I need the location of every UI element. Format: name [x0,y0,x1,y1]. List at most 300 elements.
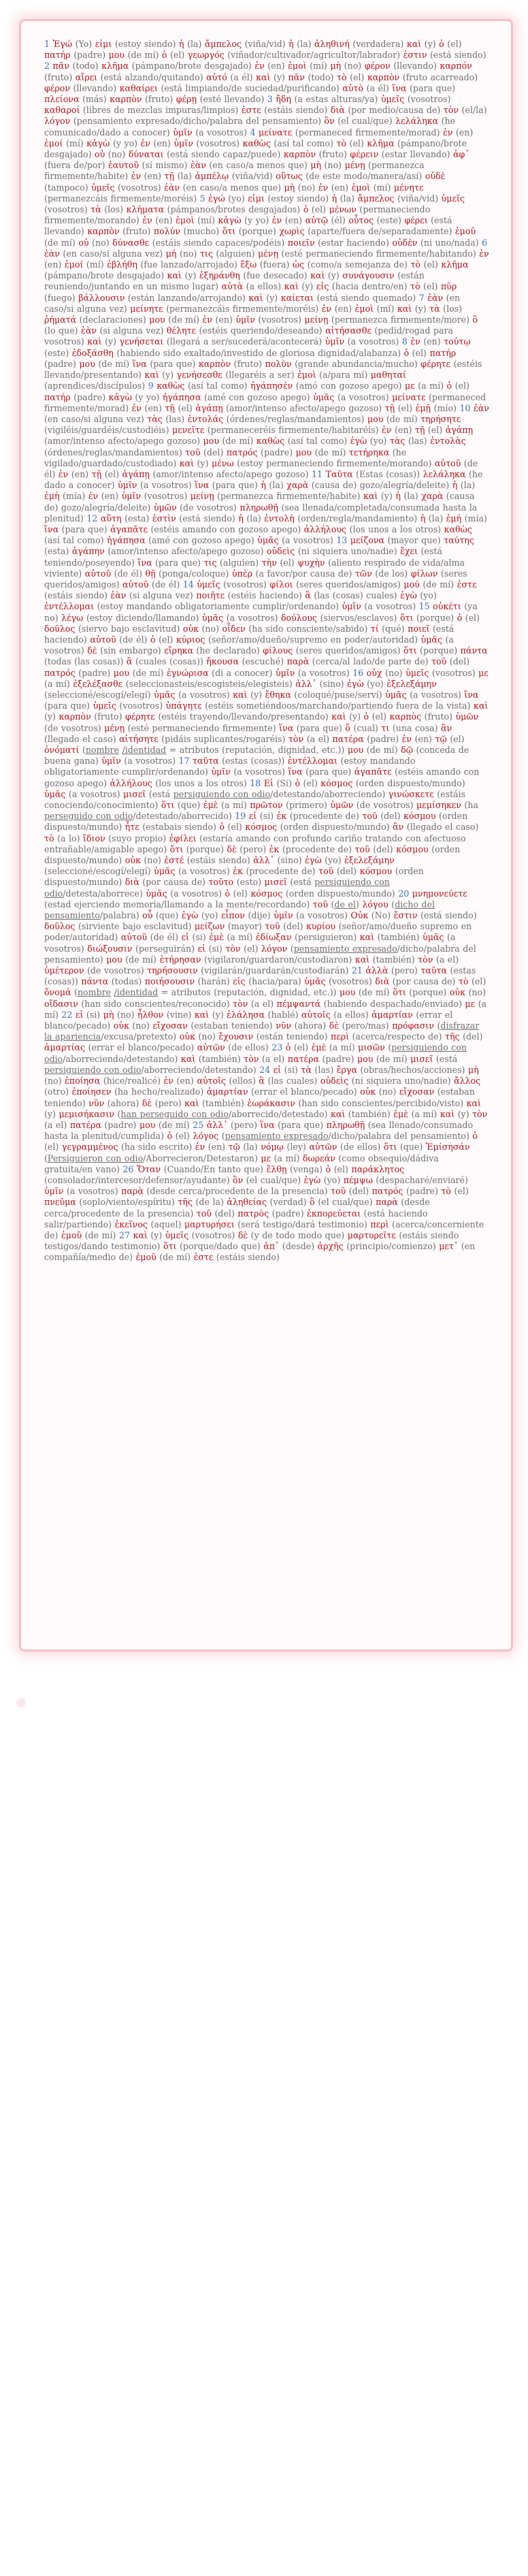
gloss-text: (en) [420,336,444,347]
gloss-text: (vosotros) [116,701,166,711]
greek-word: ὑμῖν [101,756,121,767]
gloss-text: (a el) [44,1119,70,1130]
greek-word: ἐὰν [190,160,206,171]
gloss-text: (hacia dentro/en) [329,281,411,292]
gloss-text: (no) [114,1009,137,1020]
greek-word: ὑμᾶς [385,689,407,700]
gloss-text: (a vosotros) [63,1186,122,1197]
gloss-text: (en) [152,215,176,226]
greek-word: ὁ [161,50,167,61]
gloss-text: (procedente de) [242,866,319,877]
greek-word: ὑμᾶς [420,634,442,645]
gloss-text: (padre) [363,733,402,744]
gloss-text: (el) [450,1186,469,1197]
gloss-text: (ha [461,800,479,811]
gloss-text: (también) [369,954,418,965]
gloss-text: (siervo bajo esclavitud) [75,623,183,634]
greek-word: κλῆμα [101,61,129,71]
greek-word: ἐμοὶ [297,370,316,381]
gloss-text: (por medio/causa de) [344,105,444,116]
greek-word: καθὼς [242,138,271,148]
gloss-text: (el cual/que) [314,1197,376,1208]
greek-word: ἁμαρτίαν [206,1086,248,1097]
verse-number: 26 [122,1163,137,1174]
gloss-text: (viñador/cultivador/agricultor/labrador) [224,50,403,61]
greek-word: πᾶν [52,61,69,71]
gloss-text: (yo) [367,436,390,447]
gloss-text: (a vosotros) [223,612,281,623]
gloss-text: (para que) [293,722,346,733]
gloss-text: (ley) [283,1142,310,1153]
gloss-text: (vigiléis/guardéis/custodiéis) [44,425,173,436]
greek-word: δοῦλος [44,921,76,932]
gloss-text: (orden dispuesto/mundo) [44,811,468,833]
greek-word: καὶ [248,292,263,303]
gloss-text: (permanezca firmemente/habite) [214,491,364,502]
verse-number: 15 [418,601,433,612]
verse-number: 27 [118,1229,133,1240]
greek-word: δύνασθε [112,237,150,248]
greek-word: ἀρχῆς [317,1241,344,1252]
greek-word: αὐτοῦ [122,579,149,590]
gloss-text: (acerca/concerniente de) [44,1219,484,1240]
gloss-text: (todas) [108,976,145,987]
gloss-text: han perseguido con odio [120,1108,229,1119]
gloss-text: (estoy diciendo/llamando) [83,612,202,623]
greek-word: ἦτε [125,822,139,833]
greek-word: ἐν [131,171,142,182]
greek-word: κόσμου [359,866,393,877]
greek-word: εἰς [233,976,246,987]
gloss-text: (alguien) [216,557,262,568]
gloss-text: (desde cerca/procedente de la presencia) [143,1186,331,1197]
greek-word: οὐδεὶς [266,546,295,557]
gloss-text: (sirviente bajo esclavitud) [75,921,195,932]
greek-word: αὐτό [206,71,227,82]
greek-word: ἀληθινή [314,39,350,49]
gloss-text: (y) [209,1009,227,1020]
verse-number: 9 [148,381,157,391]
gloss-text: (el) [420,281,441,292]
greek-word: ἡ [420,513,426,524]
greek-word: μισεῖ [410,1053,433,1064]
gloss-text: (como obsequio/dádiva gratuita/en vano) [44,1153,439,1174]
greek-word: ὑμᾶς [304,976,326,987]
greek-word: ἀγάπῃ [122,468,150,479]
greek-word: καρπόν [440,61,472,71]
greek-word: φέρει [404,215,428,226]
gloss-text: (en caso/si alguna vez) [44,413,148,424]
gloss-text: (a vosotros) [65,788,124,799]
greek-word: βάλλουσιν [78,292,125,303]
greek-word: ἐντολὴ [264,513,295,524]
gloss-text: (ahora) [104,1097,142,1108]
gloss-text: (para que) [146,358,199,369]
gloss-text: (lo que) [44,325,82,336]
gloss-text: (del) [369,843,397,854]
greek-word: ἡ [238,513,244,524]
greek-word: φέρητε [125,711,155,722]
gloss-text: (amor/intenso afecto/apego gozoso) [149,468,312,479]
gloss-text: (así tal como) [284,436,350,447]
gloss-text: /Aborrecieron/Detestaron) [143,1153,261,1163]
gloss-text: (otro) [44,1086,72,1097]
greek-word: ἐγὼ [305,855,322,866]
greek-word: μένητε [393,182,424,193]
greek-word: τὸ [410,281,420,292]
greek-word: Ἐγώ [52,39,73,49]
greek-word: ἵνα [195,480,210,491]
gloss-text: (la) [400,491,422,502]
gloss-text: (el) [225,822,246,833]
greek-word: ἐκ [276,811,287,822]
greek-word: ὁ [457,612,463,623]
greek-word: ἀλλήλους [303,524,347,534]
greek-word: ἡ [179,39,184,49]
gloss-text: (como/a semejanza de) [304,259,411,270]
greek-word: τῇ [414,425,425,436]
greek-word: ὑμεῖς [93,701,116,711]
gloss-text: ( [218,1131,225,1142]
greek-word: ἐν [202,315,212,325]
greek-word: ὅτι [222,226,236,237]
gloss-text: (este) [44,347,72,358]
gloss-text: (a mí) [44,998,487,1020]
gloss-text: (el) [409,347,430,358]
gloss-text: (he comunicado/dado a conocer) [44,116,456,138]
greek-word: εἴχοσαν [152,1020,188,1031]
gloss-text: /dicho/palabra del pensamiento) [328,1131,473,1142]
gloss-text: (y) [44,1108,59,1119]
greek-word: ἐστε [193,1252,214,1263]
gloss-text: (el) [44,1142,62,1153]
greek-word: ὑμῖν [342,601,361,612]
gloss-text: (yo) [416,590,437,601]
gloss-text: (ha sido escrito) [118,1142,195,1153]
greek-word: ἐντέλλομαι [287,756,337,767]
greek-word: ὑμεῖς [380,94,405,105]
greek-word: τηρήσητε [420,413,461,424]
greek-word: πῦρ [440,281,457,292]
greek-word: πολὺν [265,358,292,369]
gloss-text: (he vigilado/guardado/custodiado) [44,447,407,468]
gloss-text: (yo) [198,910,221,921]
gloss-text: (que) [397,1142,426,1153]
verse-number: 8 [401,336,411,347]
greek-word: μείνῃ [304,315,329,325]
gloss-text: (estáis siendo) [44,590,111,601]
gloss-text: (estar llevando) [378,149,453,160]
greek-word: διὰ [125,877,139,888]
greek-word: ὑμῖν [174,138,193,148]
greek-word: ἐδοξάσθη [71,347,114,358]
greek-word: ἐγνώρισα [167,667,209,678]
greek-word: μαρτυρεῖτε [347,1229,396,1240]
gloss-text: (de mí) [95,358,133,369]
greek-word: ὁ [363,711,369,722]
gloss-text: (y) [44,711,59,722]
gloss-text: (y) [270,71,288,82]
greek-word: τῶν [354,568,372,579]
gloss-text: (el) [291,1042,312,1053]
greek-word: ὑμᾶς [201,612,224,623]
gloss-text: (las cuales) [264,1076,320,1086]
gloss-text: (si) [188,932,210,943]
greek-word: ὃν [233,1174,244,1185]
greek-word: ἐμοῦ [455,226,476,237]
gloss-text: (permanezcáis firmemente/moréis) [44,193,200,204]
gloss-text: (amé con gozoso apego) [145,535,258,546]
gloss-text: (a él) [227,71,257,82]
gloss-text: (si) [257,811,277,822]
verse-number: 25 [193,1119,207,1130]
gloss-text: (causa de) gozo/alegría/deleite) [44,491,475,513]
greek-word: ἀπ᾽ [263,1241,280,1252]
gloss-text: (estéis sometiéndoos/marchando/partiendo fuera de la vista) [201,701,474,711]
gloss-text: (el) [240,943,261,954]
gloss-text: (sin embargo) [97,645,165,656]
gloss-text: (los unos a los otros) [152,777,250,788]
greek-word: γινώσκετε [388,788,434,799]
gloss-text: (mí) [194,215,218,226]
greek-word: ἑαυτοῦ [108,160,139,171]
greek-word: με [404,381,415,391]
gloss-text: (este) [374,215,405,226]
greek-word: ἄλλος [454,1076,481,1086]
gloss-text: (seres queridos/amigos) [293,579,404,590]
greek-word: ποιεῖ [408,623,430,634]
greek-word: ἔλθῃ [266,1163,287,1174]
greek-word: εἰ [75,1009,84,1020]
greek-word: τὰ [90,204,101,215]
greek-word: ἐμὴ [44,491,60,502]
gloss-text: (las (cosas) cuales) [310,590,401,601]
greek-word: ἐκεῖνος [114,1219,148,1229]
gloss-text: (hacia/para) [245,976,305,987]
gloss-text: (a vosotros) [120,756,179,767]
gloss-text: (el) [446,733,465,744]
greek-word: ἐμοί [44,138,63,148]
gloss-text: (de él) [147,932,182,943]
greek-word: εἰμι [248,193,265,204]
gloss-text: (a mí) [408,1108,440,1119]
greek-word: ὑμῖν [325,336,345,347]
gloss-text: (que) [152,910,182,921]
greek-word: ὑμῖν [275,667,295,678]
greek-word: τὸν [418,954,433,965]
greek-word: οὐκέτι [433,601,461,612]
gloss-text: (a estas alturas/ya) [291,94,381,105]
greek-word: ἐγὼ [400,590,417,601]
gloss-text: (Si) [273,777,295,788]
gloss-text: (a ellos) [330,1009,372,1020]
gloss-text: (fue desecado) [240,270,311,281]
gloss-text: (del) [212,1208,238,1219]
gloss-text: (y) [159,370,177,381]
gloss-text: (órdenes/reglas/mandamientos) [44,447,186,457]
greek-word: τὰ [429,303,440,314]
greek-word: οὕτως [276,171,303,182]
greek-word: κύριος [176,634,205,645]
greek-word: πρῶτον [250,800,283,811]
greek-word: ἠγάπησα [107,535,146,546]
verse-number: 23 [271,1042,286,1053]
gloss-text: (estáis siendo) [261,105,331,116]
gloss-text: (vosotros) [193,138,243,148]
greek-word: πάντα [81,976,109,987]
gloss-text: (de él) [44,457,478,479]
verse-number: 11 [312,468,326,479]
gloss-text: (mía) [461,513,487,524]
greek-word: τοῦ [362,811,378,822]
gloss-text: ( [287,943,294,954]
gloss-text: (fruto) [421,711,456,722]
gloss-text: (a el) [303,733,333,744]
greek-word: λέγω [61,612,84,623]
greek-word: κλῆμα [367,138,395,148]
gloss-text: (la) [293,39,315,49]
greek-word: πατέρα [287,1053,319,1064]
greek-word: μισεῖ [123,788,146,799]
gloss-text: (estáis conociendo/conocimiento) [44,788,466,811]
gloss-text: ( [388,899,395,909]
gloss-text: (a vosotros) [230,767,288,777]
gloss-text: persiguiendo con odio [44,877,390,899]
greek-word: φέρητε [420,358,451,369]
greek-word: ἐμοῦ [135,1252,156,1263]
gloss-text: (los) [440,303,463,314]
gloss-text: (está siendo quemado) [313,292,419,303]
gloss-text: ( [114,1108,121,1119]
greek-word: κυρίου [306,921,336,932]
greek-word: ὑμᾶς [146,888,167,899]
gloss-text: (llegado el caso) [44,733,120,744]
gloss-text: (del) [346,1186,372,1197]
greek-word: μετ᾽ [439,1241,459,1252]
greek-word: οὐκ [449,987,465,998]
gloss-text: (permaneceréis firmemente/habitaréis) [204,425,382,436]
gloss-text: (pero) [152,1097,185,1108]
gloss-text: (y) [247,689,265,700]
gloss-text: (ha hecho/realizado) [111,1086,207,1097]
greek-word: ἁμαρτίας [44,1042,86,1053]
gloss-text: (de mí) [155,1119,193,1130]
gloss-text: (padre) [269,1208,308,1219]
greek-word: ἐὰν [427,292,444,303]
greek-word: νῦν [276,1020,292,1031]
greek-word: ἀλλήλους [110,777,152,788]
greek-word: καὶ [167,270,182,281]
greek-word: τοῦ [354,843,370,854]
greek-word: ὑμῖν [211,767,231,777]
gloss-text: (porque) [416,645,461,656]
greek-word: καὶ [310,270,325,281]
greek-word: θῇ [145,568,156,579]
greek-word: ἵνα [279,722,294,733]
greek-word: καὶ [466,1097,481,1108]
greek-word: μου [357,1053,374,1064]
gloss-text: (llegará a ser/sucederá/acontecerá) [163,336,325,347]
gloss-text: (todo) [69,61,102,71]
gloss-text: (en) [282,215,306,226]
gloss-text: Persiguieron con odio [47,1153,144,1163]
greek-word: τῷ [228,1142,240,1153]
greek-word: ἐδίωξαν [255,932,292,943]
greek-word: τι [381,722,390,733]
greek-word: Ἐμίσησάν [425,1142,470,1153]
gloss-text: (sí mismo) [139,160,191,171]
gloss-text: (vosotros) [429,667,479,678]
greek-word: ἐλάλησα [227,1009,265,1020]
greek-word: καὶ [87,336,102,347]
greek-word: καρπὸν [283,149,316,160]
gloss-text: (vosotros) [220,579,270,590]
gloss-text: (seleccioné/escogí/elegí) [44,689,154,700]
gloss-text: (mía) [59,491,88,502]
greek-word: ἐκπορεύεται [307,1208,361,1219]
greek-word: πατήρ [429,347,457,358]
greek-word: ἵνα [392,82,407,93]
gloss-text: (para que) [302,767,354,777]
greek-word: ὁ [325,1163,331,1174]
greek-word: διὰ [330,105,345,116]
greek-word: μείνητε [130,303,163,314]
gloss-text: (libres de mezclas impuras/limpios) [80,105,242,116]
greek-word: καὶ [144,370,159,381]
greek-word: καρπὸν [367,71,400,82]
gloss-text: (la) [240,1142,261,1153]
greek-word: οὐ [95,149,105,160]
gloss-text: (no) [382,667,406,678]
gloss-text: (está llevando) [44,215,452,237]
greek-word: γεγραμμένος [61,1142,118,1153]
verse-number: 12 [86,513,101,524]
gloss-text: (a vosotros) [295,667,353,678]
greek-word: ταύτης [444,535,474,546]
greek-word: φίλους [263,645,293,656]
gloss-text: ( [384,1042,392,1053]
gloss-text: (estáis siendo) [213,1252,280,1263]
gloss-text: (de mí) [165,315,203,325]
greek-word: τὴν [261,557,277,568]
greek-word: καὶ [406,39,422,49]
gloss-text: (por causa de) [389,976,459,987]
gloss-text: (primero) [282,800,331,811]
gloss-text: (porque) [413,612,457,623]
gloss-text: (venga) [286,1163,326,1174]
greek-word: ἡ [261,480,266,491]
gloss-text: (padre) [70,391,109,402]
gloss-text: (para que) [274,1119,327,1130]
gloss-text: (a mí) [224,932,256,943]
gloss-text: (está [146,788,174,799]
greek-word: μένῃ [104,722,125,733]
gloss-text: (y) [194,457,212,468]
greek-word: δὲ [227,843,237,854]
gloss-text: (de mí) [156,1252,194,1263]
gloss-text: (habiendo sido exaltado/investido de gloriosa dignidad/alabanza) [113,347,404,358]
greek-word: ἀγαπᾶτε [110,524,148,534]
gloss-text: (mí) [306,61,331,71]
greek-word: αὐτοῖς [301,1009,331,1020]
gloss-text: /aborreciendo/detestando) [141,1064,260,1075]
greek-word: πατήρ [44,391,71,402]
greek-word: ἄμπελος [357,193,395,204]
gloss-text: (porque/dado que) [176,1241,264,1252]
gloss-text: (de este modo/manera/así) [302,171,425,182]
gloss-text: (a él) [363,82,393,93]
gloss-text: (fuera) [257,259,293,270]
